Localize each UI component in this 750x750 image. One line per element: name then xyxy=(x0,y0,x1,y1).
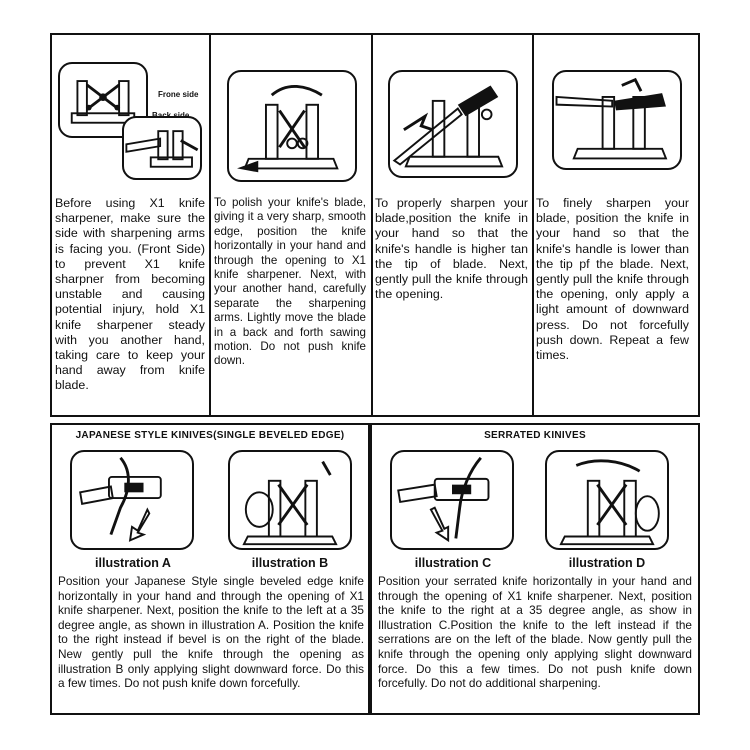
illustration-a-image xyxy=(70,450,194,550)
illustration-c-caption: illustration C xyxy=(414,556,492,570)
panel-2-illustration xyxy=(227,70,357,182)
panel-1-text: Before using X1 knife sharpener, make sure the side with sharpening arms is facing you. (Front Side) to prevent X1 knife sharpner from becoming unstable and causing potential injury, hold X1 knife sharpener steady with you another hand, taking care to keep your hand away from knife blade. xyxy=(55,196,205,393)
serrated-knives-heading: SERRATED KINIVES xyxy=(484,430,586,441)
panel-3-text: To properly sharpen your blade,position the knife in your hand so that the knife's handle is higher tan the tip of blade. Next, gently pull the knife through the opening. xyxy=(375,196,528,302)
illustration-d-caption: illustration D xyxy=(568,556,646,570)
panel-2-text: To polish your knife's blade, giving it a very sharp, smooth edge, position the knife horizontally in your hand and through the opening to X1 knife sharpener. Next, with your another hand, carefully separate the sharpening arms. Lightly move the blade in a back and forth sawing motion. Do not push knife down. xyxy=(214,196,366,368)
illustration-a-caption: illustration A xyxy=(95,556,171,570)
top-divider-1 xyxy=(209,33,211,417)
illustration-b-image xyxy=(228,450,352,550)
illustration-c-image xyxy=(390,450,514,550)
top-divider-2 xyxy=(371,33,373,417)
illustration-d-image xyxy=(545,450,669,550)
panel-1-illustration xyxy=(58,62,206,180)
top-divider-3 xyxy=(532,33,534,417)
japanese-knives-heading: JAPANESE STYLE KINIVES(SINGLE BEVELED EDGE) xyxy=(75,430,345,441)
panel-3-illustration xyxy=(388,70,518,178)
sharpener-back-side-image xyxy=(122,116,202,180)
panel-4-illustration xyxy=(552,70,682,170)
serrated-knives-text: Position your serrated knife horizontally in your hand and through the opening of X1 knife sharpener. Next, position the knife to the right at a 35 degree angle, as show in Illustration C.Position the knife to the left instead if the serrations are on the left of the blade. Now gently pull the knife through the opening only applying slight downward force. Do this a few times. Do not push knife down forcefully. Do not do additional sharpening. xyxy=(378,574,692,691)
front-side-label: Frone side xyxy=(158,90,199,99)
japanese-knives-text: Position your Japanese Style single beveled edge knife horizontally in your hand and through the opening of X1 knife sharpener. Next, position the knife to the left at a 35 degree angle, as shown in illustration A. Position the knife to the right instead if bevel is on the right of the blade. New gently pull the knife through the opening as illustration B only applying slight downward force. Do this a few times. Do not push knife down forcefully. xyxy=(58,574,364,691)
illustration-b-caption: illustration B xyxy=(251,556,329,570)
panel-4-text: To finely sharpen your blade, position the knife in your hand so that the knife's handle is lower than the tip pf the blade. Next, gently pull the knife through the opening, only apply a light amount of downward press. Do not forcefully push down. Repeat a few times. xyxy=(536,196,689,363)
